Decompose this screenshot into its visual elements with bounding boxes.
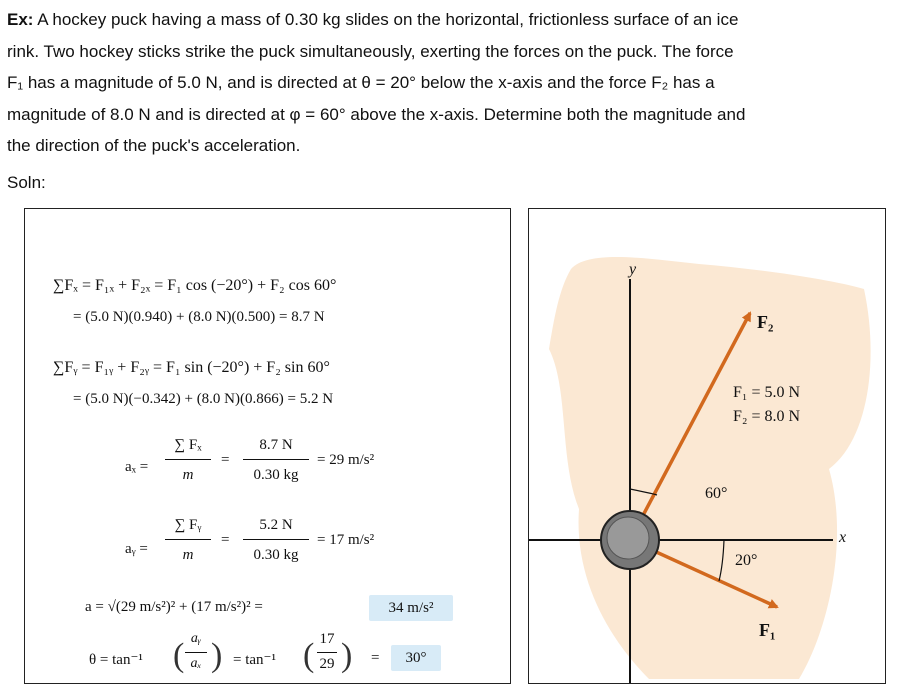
theta-paren-open: ( [173, 637, 185, 674]
sum-fy-value: = (5.0 N)(−0.342) + (8.0 N)(0.866) = 5.2 N [73, 391, 334, 407]
a-magnitude-result: 34 m/s² [369, 595, 453, 621]
theta-numerator-2: 17 [319, 631, 335, 647]
theta-lhs: θ = tan⁻¹ [89, 652, 143, 668]
ax-denominator-2: 0.30 kg [253, 467, 299, 483]
theta-paren-open-2: ( [303, 637, 315, 674]
problem-line-2: rink. Two hockey sticks strike the puck simultaneously, exerting the forces on the puck. The force [7, 41, 734, 61]
f1-magnitude: F₁ = 5.0 N [733, 384, 801, 401]
f1-label: F₁ [759, 620, 776, 640]
ax-numerator-2: 8.7 N [259, 437, 293, 453]
theta-numerator: aᵧ [190, 631, 202, 646]
theta-denominator: aₓ [190, 656, 202, 671]
force-diagram [529, 209, 885, 683]
angle-20-label: 20° [735, 552, 758, 569]
ax-fraction-bar [165, 459, 211, 460]
sum-fy-equation: ∑Fᵧ = F₁ᵧ + F₂ᵧ = F₁ sin (−20°) + F₂ sin 60° [53, 359, 330, 376]
ay-lhs: aᵧ = [125, 541, 148, 557]
ay-fraction-bar [165, 539, 211, 540]
f2-label: F₂ [757, 312, 774, 332]
theta-paren-close-2: ) [341, 637, 353, 674]
angle-60-label: 60° [705, 485, 728, 502]
ay-equals: = [221, 532, 230, 548]
ay-fraction-bar-2 [243, 539, 309, 540]
theta-result: 30° [391, 645, 441, 671]
ax-fraction-bar-2 [243, 459, 309, 460]
ax-result: = 29 m/s² [317, 452, 375, 468]
ay-numerator: ∑ Fᵧ [174, 517, 202, 533]
example-label: Ex: [7, 10, 34, 29]
ay-result: = 17 m/s² [317, 532, 375, 548]
problem-line-1: Ex: A hockey puck having a mass of 0.30 kg slides on the horizontal, frictionless surface of an ice [7, 10, 739, 29]
solution-panel [24, 208, 511, 684]
ax-numerator: ∑ Fₓ [174, 437, 202, 453]
problem-line-4: magnitude of 8.0 N and is directed at φ = 60° above the x-axis. Determine both the magnitude and [7, 104, 746, 124]
ice-surface [549, 257, 871, 679]
puck-inner [607, 517, 649, 559]
x-axis-label: x [839, 529, 847, 546]
ax-denominator: m [182, 467, 194, 483]
sum-fx-value: = (5.0 N)(0.940) + (8.0 N)(0.500) = 8.7 N [73, 309, 325, 325]
ay-denominator: m [182, 547, 194, 563]
theta-equals: = [371, 650, 380, 666]
theta-fraction-bar-2 [317, 652, 337, 653]
ax-lhs: aₓ = [125, 459, 149, 475]
problem-line-3: F₁ has a magnitude of 5.0 N, and is directed at θ = 20° below the x-axis and the force F₂ has a [7, 73, 715, 92]
ay-numerator-2: 5.2 N [259, 517, 293, 533]
solution-label: Soln: [7, 173, 46, 192]
force-diagram-panel [528, 208, 886, 684]
ay-denominator-2: 0.30 kg [253, 547, 299, 563]
y-axis-label: y [629, 261, 637, 278]
problem-line-5: the direction of the puck's acceleration. [7, 136, 301, 155]
theta-denominator-2: 29 [319, 656, 335, 672]
f2-magnitude: F₂ = 8.0 N [733, 408, 801, 425]
theta-paren-close: ) [211, 637, 223, 674]
ax-equals: = [221, 452, 230, 468]
a-magnitude-expression: a = √(29 m/s²)² + (17 m/s²)² = [85, 599, 263, 615]
theta-fraction-bar [185, 652, 207, 653]
theta-mid: = tan⁻¹ [233, 652, 276, 668]
sum-fx-equation: ∑Fₓ = F₁ₓ + F₂ₓ = F₁ cos (−20°) + F₂ cos 60° [53, 277, 337, 294]
problem-statement [7, 4, 893, 162]
